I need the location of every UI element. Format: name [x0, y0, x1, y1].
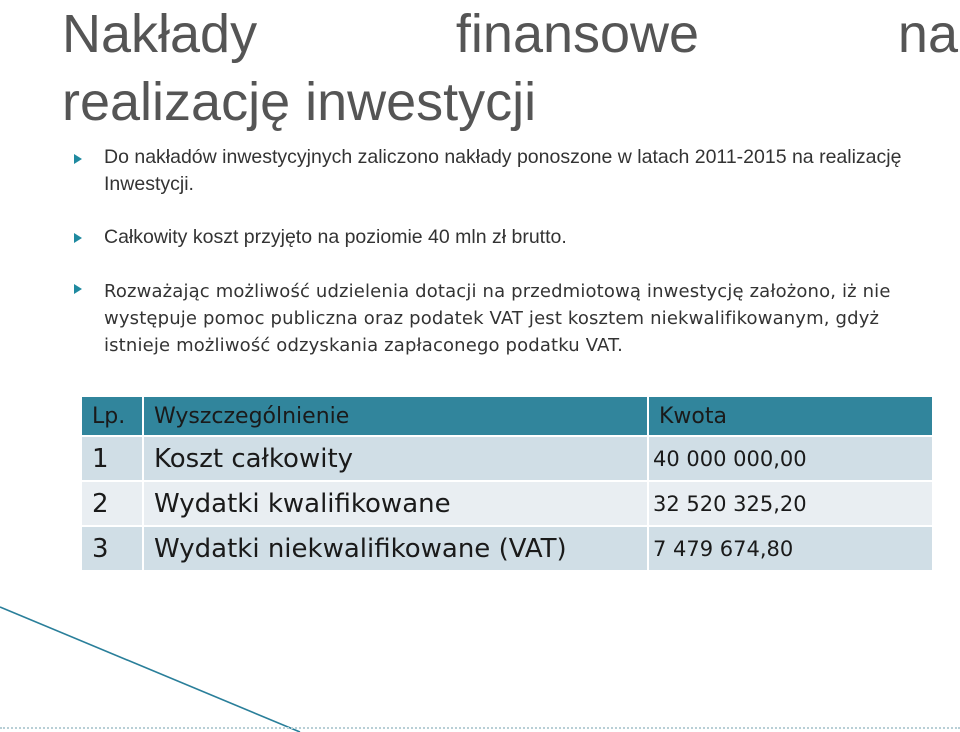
title-word: Nakłady — [62, 4, 258, 64]
cell-amount: 32 520 325,20 — [648, 481, 933, 526]
cell-amount: 40 000 000,00 — [648, 436, 933, 481]
cell-name: Koszt całkowity — [143, 436, 648, 481]
title-word: na — [897, 4, 958, 64]
header-lp: Lp. — [81, 396, 143, 436]
bullet-text: Rozważając możliwość udzielenia dotacji na przedmiotową inwestycję założono, iż nie występuje pomoc publiczna oraz podatek VAT jest kosztem niekwalifikowanym, gdyż istnieje możliwość odzyskania zapłaconego podatku VAT. — [104, 281, 891, 356]
cell-lp: 2 — [81, 481, 143, 526]
cell-lp: 1 — [81, 436, 143, 481]
bullet-text: Całkowity koszt przyjęto na poziomie 40 mln zł brutto. — [104, 226, 567, 248]
header-name: Wyszczególnienie — [143, 396, 648, 436]
title-line-2: realizację inwestycji — [62, 72, 537, 132]
cell-name: Wydatki kwalifikowane — [143, 481, 648, 526]
cell-amount: 7 479 674,80 — [648, 526, 933, 571]
cell-name: Wydatki niekwalifikowane (VAT) — [143, 526, 648, 571]
footer-dotted-rule — [0, 727, 960, 729]
diagonal-stroke — [0, 607, 300, 732]
cell-lp: 3 — [81, 526, 143, 571]
bullet-text: Do nakładów inwestycyjnych zaliczono nakłady ponoszone w latach 2011-2015 na realizację Inwestycji. — [104, 146, 902, 195]
header-amount: Kwota — [648, 396, 933, 436]
title-word: finansowe — [455, 4, 700, 64]
